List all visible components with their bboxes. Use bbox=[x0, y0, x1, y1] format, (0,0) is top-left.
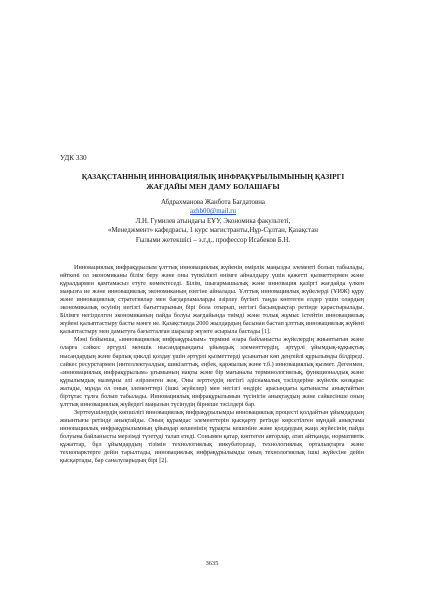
author-block bbox=[60, 198, 366, 245]
affiliation-line-1: Л.Н. Гумилев атындағы ЕҰУ, Экономика факультеті, bbox=[135, 217, 291, 225]
affiliation-line-2: «Менеджмент» кафедрасы, 1 курс магистранты,Нұр-Сұлтан, Қазақстан bbox=[108, 227, 318, 235]
title-line-2: ЖАҒДАЙЫ МЕН ДАМУ БОЛАШАҒЫ bbox=[146, 182, 280, 191]
title-line-1: ҚАЗАҚСТАННЫҢ ИННОВАЦИЯЛЫҚ ИНФРАҚҰРЫЛЫМЫНЫҢ ҚАЗІРГІ bbox=[81, 172, 345, 181]
page-number: 3635 bbox=[205, 560, 219, 567]
udk-code: УДК 330 bbox=[60, 154, 87, 162]
author-name: Абдрахманова Жанбота Бағдатовна bbox=[161, 199, 265, 206]
paragraph-2: Мәні бойынша, «инновациялық инфрақұрылым» термині өзара байланысты жүйелердің жиынтығын және оларға сәйкес әртүрлі меншік нысандарындағы ұйымдық элементтердің, әртүрлі ұйымдық-құқықтық нысандардың және барлық циклді қолдау үшін әртүрлі қызметтерді ұсынатын көп деңгейлі құрылымды білдіреді. сәйкес ресурстармен (интеллектуалдық, шикізаттық, еңбек, қаржылық және т.б.) инновациялық қызмет. Дегенмен, «инновациялық инфрақұрылым» ұғымының нақты және бір мағыналы терминологиялық, функционалдық және құрылымдық мазмұны әлі әзірленген жоқ. Оны зерттеудің негізгі әдіснамалық тәсілдеріне жүйелік көзқарас жатады, мұнда ол оның элементтері (ішкі жүйелер) мен негізгі өндіріс арасындағы қатынасты анықтайтын біртұтас тұлға болып табылады. Инновациялық инфрақұрылымын түсінігін анықтаудың және сәйкесінше оның ұлттық инновациялық жүйедегі маңызын түсінудің бірнеше тәсілдері бар. bbox=[60, 336, 364, 408]
author-email-link[interactable]: azhb00@mail.ru bbox=[190, 208, 236, 216]
paragraph-1: Инновациялық инфрақұрылым ұлттық инновациялық жүйенің өмірлік маңызды элементі болып табылады, өйткені ол экономиканы білім беру және оны түпкілікті өнімге айналдыру үшін қажетті қызметтермен және құралдармен қамтамасыз етуге көмектеседі. Білім, шығармашылық және инновация қазіргі жағдайда үлкен маңызға ие және инновациялық экономиканың өзегіне айналады. Ұлттық инновациялық жүйелерді (ҰИЖ) құру және инновациялық стратегиялар мен бағдарламаларды әзірлеу бүгінгі таңда көптеген елдер үшін олардың экономикалық өсуінің негізгі бағыттарының бірі бола отырып, негізгі басымдықтар ретінде қарастырылады. Білімге негізделген экономиканың пайда болуы жағдайында тиімді және толық жұмыс істейтін инновациялық жүйені қалыптастыру басты мәнге ие. Қазақстанда 2000 жылдардың басынан бастап ұлттық инновациялық жүйені қалыптастыру мен дамытуға бағытталған шаралар жүзеге асырыла бастады [1]. bbox=[60, 264, 364, 336]
paragraph-3: Зерттеушілердің көпшілігі инновациялық инфрақұрылымды инновациялық процесті қолдайтын ұйымдардың жиынтығы ретінде анықтайды. Оның құрамдас элементтерін қысқарту ретінде көрсетілген мұндай анықтама инновациялық инфрақұрылымның ұйымдар кешенінің тұрақты кешеніне және қолдаудың жаңа жүйесінің пайда болуына байланысты мерзімді түзетуді талап етеді. Сонымен қатар, көптеген авторлар, атап айтқанда, нормативтік құжаттар, бұл ұйымдардың тізімін технологиялық инкубаторлар, технологиялық орталықтарға және технопарктерге дейін тарылтады, инновациялық инфрақұрылымды оның технологиялық ішкі жүйесіне дейін қысқартады, бар саналуларыдың бірі [2]. bbox=[60, 408, 364, 465]
scientific-advisor: Ғылыми жетекшісі – э.г.д., профессор Исабеков Б.Н. bbox=[135, 236, 291, 244]
paper-title bbox=[60, 172, 366, 192]
paper-body bbox=[60, 264, 364, 465]
